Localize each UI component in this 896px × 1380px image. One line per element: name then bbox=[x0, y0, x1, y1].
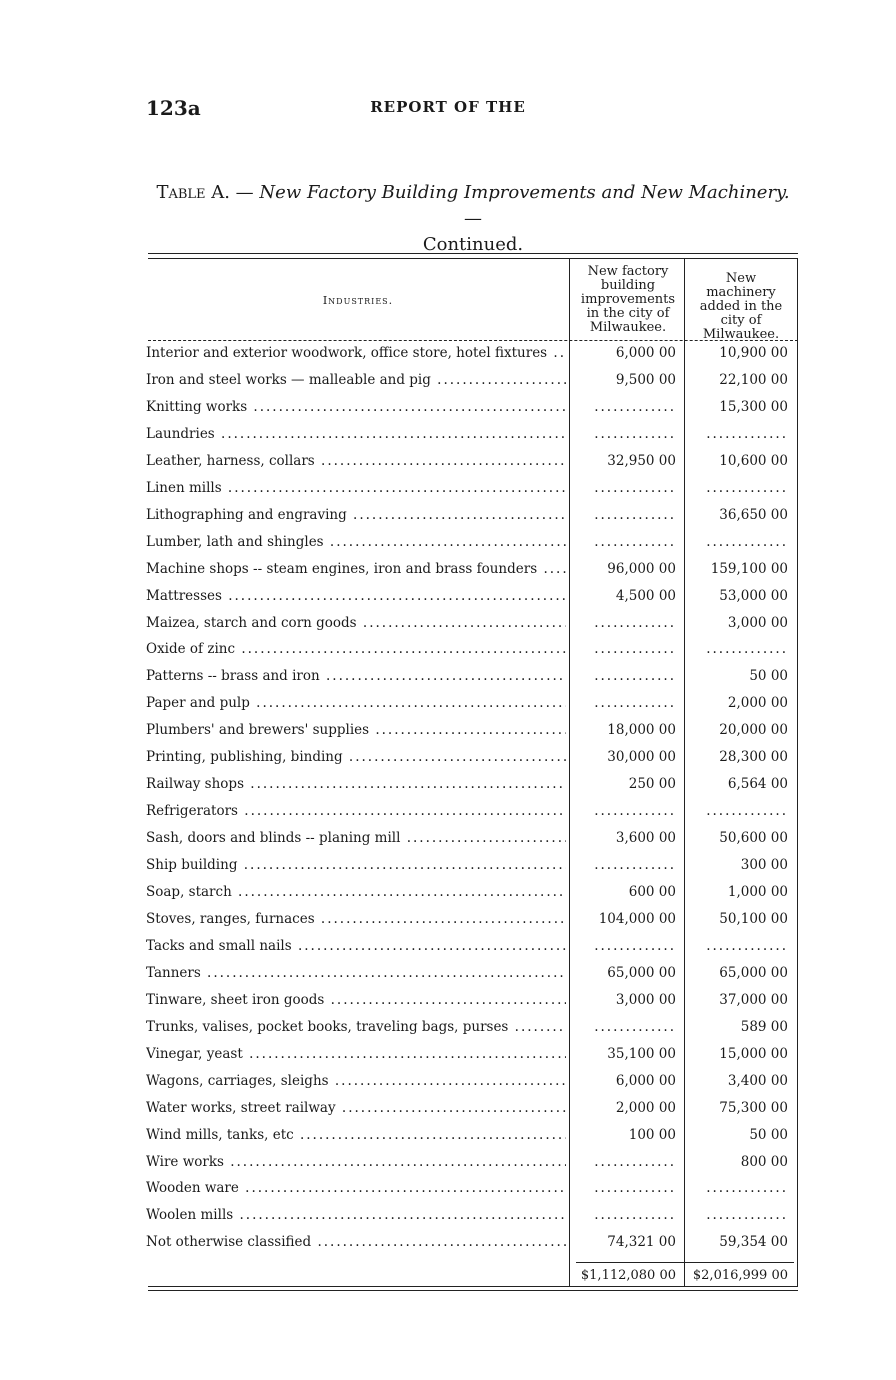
row-industry: Wind mills, tanks, etc ..... bbox=[146, 1127, 566, 1143]
row-machinery-value: 50,600 00 bbox=[719, 830, 788, 847]
row-machinery-value: ............. bbox=[706, 641, 788, 658]
row-building-value: 250 00 bbox=[628, 776, 676, 793]
row-industry: Lithographing and engraving ..... bbox=[146, 507, 566, 523]
row-machinery-value: 589 00 bbox=[740, 1018, 788, 1035]
row-industry: Patterns -- brass and iron ..... bbox=[146, 668, 566, 684]
row-industry: Vinegar, yeast ..... bbox=[146, 1046, 566, 1062]
row-industry: Mattresses ..... bbox=[146, 588, 566, 604]
row-machinery-value: 1,000 00 bbox=[727, 884, 788, 900]
row-building-value: 35,100 00 bbox=[607, 1045, 676, 1062]
row-machinery-value: 10,900 00 bbox=[719, 345, 788, 361]
table-row bbox=[146, 504, 798, 531]
top-rule-2 bbox=[148, 258, 798, 259]
total-building: $1,112,080 00 bbox=[580, 1268, 676, 1283]
row-machinery-value: 65,000 00 bbox=[719, 964, 788, 981]
row-industry: Soap, starch ..... bbox=[146, 884, 566, 900]
row-industry: Railway shops ..... bbox=[146, 776, 566, 792]
row-machinery-value: 3,400 00 bbox=[727, 1072, 788, 1089]
row-machinery-value: 800 00 bbox=[740, 1153, 788, 1170]
table-row bbox=[146, 585, 798, 612]
table-row bbox=[146, 773, 798, 800]
table-row bbox=[146, 477, 798, 504]
table-row bbox=[146, 1177, 798, 1204]
row-industry: Paper and pulp ..... bbox=[146, 695, 566, 711]
bottom-rule-2 bbox=[148, 1290, 798, 1291]
table-row bbox=[146, 827, 798, 854]
row-building-value: 104,000 00 bbox=[598, 910, 676, 927]
table-row bbox=[146, 1204, 798, 1231]
row-machinery-value: 50,100 00 bbox=[719, 910, 788, 927]
row-building-value: 600 00 bbox=[628, 884, 676, 900]
row-machinery-value: 50 00 bbox=[749, 1126, 788, 1143]
row-industry: Interior and exterior woodwork, office store, hotel fixtures ..... bbox=[146, 345, 566, 361]
row-machinery-value: 37,000 00 bbox=[719, 991, 788, 1008]
table-caption bbox=[148, 180, 798, 258]
table-row bbox=[146, 423, 798, 450]
row-industry: Tinware, sheet iron goods ..... bbox=[146, 992, 566, 1008]
row-industry: Trunks, valises, pocket books, traveling bags, purses ..... bbox=[146, 1019, 566, 1035]
row-building-value: ............. bbox=[594, 695, 676, 712]
table-row bbox=[146, 800, 798, 827]
row-building-value: ............. bbox=[594, 1180, 676, 1197]
table-row bbox=[146, 1070, 798, 1097]
row-machinery-value: ............. bbox=[706, 425, 788, 442]
row-machinery-value: ............. bbox=[706, 1207, 788, 1224]
table-row bbox=[146, 719, 798, 746]
row-building-value: 74,321 00 bbox=[607, 1234, 676, 1251]
table-row bbox=[146, 1043, 798, 1070]
row-building-value: ............. bbox=[594, 641, 676, 658]
row-building-value: 6,000 00 bbox=[615, 1072, 676, 1089]
row-industry: Linen mills ..... bbox=[146, 480, 566, 496]
row-industry: Not otherwise classified ..... bbox=[146, 1234, 566, 1250]
table-row bbox=[146, 665, 798, 692]
row-industry: Woolen mills ..... bbox=[146, 1207, 566, 1223]
table-row bbox=[146, 450, 798, 477]
total-machinery: $2,016,999 00 bbox=[692, 1268, 788, 1283]
row-machinery-value: 10,600 00 bbox=[719, 452, 788, 469]
row-building-value: ............. bbox=[594, 668, 676, 685]
row-building-value: ............. bbox=[594, 937, 676, 954]
row-building-value: ............. bbox=[594, 803, 676, 820]
row-industry: Tanners ..... bbox=[146, 965, 566, 981]
row-building-value: 96,000 00 bbox=[607, 560, 676, 577]
row-building-value: ............. bbox=[594, 506, 676, 523]
row-building-value: 32,950 00 bbox=[607, 452, 676, 469]
row-industry: Wagons, carriages, sleighs ..... bbox=[146, 1073, 566, 1089]
row-building-value: 18,000 00 bbox=[607, 722, 676, 739]
row-machinery-value: ............. bbox=[706, 803, 788, 820]
row-machinery-value: ............. bbox=[706, 479, 788, 496]
row-industry: Water works, street railway ..... bbox=[146, 1100, 566, 1116]
row-machinery-value: 59,354 00 bbox=[719, 1234, 788, 1251]
row-machinery-value: ............. bbox=[706, 937, 788, 954]
table-row bbox=[146, 854, 798, 881]
row-industry: Knitting works ..... bbox=[146, 399, 566, 415]
bottom-rule bbox=[148, 1286, 798, 1287]
row-industry: Machine shops -- steam engines, iron and brass founders ..... bbox=[146, 561, 566, 577]
row-machinery-value: 22,100 00 bbox=[719, 371, 788, 388]
table-row bbox=[146, 612, 798, 639]
running-head: REPORT OF THE bbox=[370, 98, 526, 116]
table-row bbox=[146, 935, 798, 962]
row-industry: Laundries ..... bbox=[146, 426, 566, 442]
row-building-value: ............. bbox=[594, 425, 676, 442]
row-machinery-value: 28,300 00 bbox=[719, 749, 788, 766]
row-industry: Wooden ware ..... bbox=[146, 1180, 566, 1196]
row-industry: Refrigerators ..... bbox=[146, 803, 566, 819]
row-industry: Stoves, ranges, furnaces ..... bbox=[146, 911, 566, 927]
row-industry: Lumber, lath and shingles ..... bbox=[146, 534, 566, 550]
row-industry: Printing, publishing, binding ..... bbox=[146, 749, 566, 765]
row-building-value: ............. bbox=[594, 479, 676, 496]
table-row bbox=[146, 989, 798, 1016]
table-row bbox=[146, 1231, 798, 1258]
table-row bbox=[146, 692, 798, 719]
table-row bbox=[146, 558, 798, 585]
row-building-value: 6,000 00 bbox=[615, 345, 676, 361]
row-industry: Tacks and small nails ..... bbox=[146, 938, 566, 954]
table-row bbox=[146, 638, 798, 665]
totals-row bbox=[146, 1266, 798, 1286]
table-row bbox=[146, 342, 798, 369]
row-industry: Leather, harness, collars ..... bbox=[146, 453, 566, 469]
row-machinery-value: 15,300 00 bbox=[719, 398, 788, 415]
caption-label: Table A. bbox=[156, 182, 230, 203]
table-row bbox=[146, 962, 798, 989]
table-row bbox=[146, 1097, 798, 1124]
row-building-value: ............. bbox=[594, 614, 676, 631]
row-building-value: ............. bbox=[594, 533, 676, 550]
column-header-building: New factory building improvements in the city of Milwaukee. bbox=[580, 264, 676, 335]
table-row bbox=[146, 1151, 798, 1178]
row-machinery-value: 20,000 00 bbox=[719, 722, 788, 739]
caption-title: New Factory Building Improvements and New Machinery.— bbox=[259, 182, 790, 229]
row-industry: Maizea, starch and corn goods ..... bbox=[146, 615, 566, 631]
table-row bbox=[146, 881, 798, 908]
row-machinery-value: 300 00 bbox=[740, 857, 788, 874]
row-machinery-value: 36,650 00 bbox=[719, 506, 788, 523]
row-industry: Oxide of zinc ..... bbox=[146, 641, 566, 657]
row-building-value: 3,600 00 bbox=[615, 830, 676, 847]
row-building-value: 3,000 00 bbox=[615, 991, 676, 1008]
row-building-value: 9,500 00 bbox=[615, 371, 676, 388]
row-industry: Sash, doors and blinds -- planing mill ..... bbox=[146, 830, 566, 846]
row-building-value: 30,000 00 bbox=[607, 749, 676, 766]
row-industry: Plumbers' and brewers' supplies ..... bbox=[146, 722, 566, 738]
row-machinery-value: 75,300 00 bbox=[719, 1099, 788, 1116]
row-industry: Ship building ..... bbox=[146, 857, 566, 873]
row-machinery-value: 50 00 bbox=[749, 668, 788, 685]
table-row bbox=[146, 1016, 798, 1043]
row-industry: Wire works ..... bbox=[146, 1154, 566, 1170]
row-building-value: 100 00 bbox=[628, 1126, 676, 1143]
table-row bbox=[146, 531, 798, 558]
table-row bbox=[146, 746, 798, 773]
row-machinery-value: 3,000 00 bbox=[727, 614, 788, 631]
row-building-value: ............. bbox=[594, 1153, 676, 1170]
caption-line-1 bbox=[148, 180, 798, 232]
caption-dash: — bbox=[229, 182, 254, 203]
row-machinery-value: ............. bbox=[706, 533, 788, 550]
table-row bbox=[146, 396, 798, 423]
row-building-value: ............. bbox=[594, 857, 676, 874]
table-row bbox=[146, 1124, 798, 1151]
row-building-value: ............. bbox=[594, 1207, 676, 1224]
top-rule bbox=[148, 253, 798, 254]
column-header-machinery: New machinery added in the city of Milwaukee. bbox=[699, 271, 783, 342]
table-row bbox=[146, 369, 798, 396]
row-building-value: ............. bbox=[594, 398, 676, 415]
totals-rule bbox=[576, 1262, 794, 1263]
table-row bbox=[146, 908, 798, 935]
row-building-value: 2,000 00 bbox=[615, 1099, 676, 1116]
row-machinery-value: 15,000 00 bbox=[719, 1045, 788, 1062]
column-header-industries: Industries. bbox=[322, 294, 394, 307]
row-building-value: ............. bbox=[594, 1018, 676, 1035]
page-number: 123a bbox=[146, 96, 201, 120]
row-machinery-value: ............. bbox=[706, 1180, 788, 1197]
row-machinery-value: 6,564 00 bbox=[727, 776, 788, 793]
row-industry: Iron and steel works — malleable and pig ..... bbox=[146, 372, 566, 388]
caption-continued: Continued. bbox=[422, 234, 524, 255]
row-building-value: 4,500 00 bbox=[615, 587, 676, 604]
row-machinery-value: 53,000 00 bbox=[719, 587, 788, 604]
row-machinery-value: 2,000 00 bbox=[727, 695, 788, 712]
row-machinery-value: 159,100 00 bbox=[710, 560, 788, 577]
row-building-value: 65,000 00 bbox=[607, 964, 676, 981]
